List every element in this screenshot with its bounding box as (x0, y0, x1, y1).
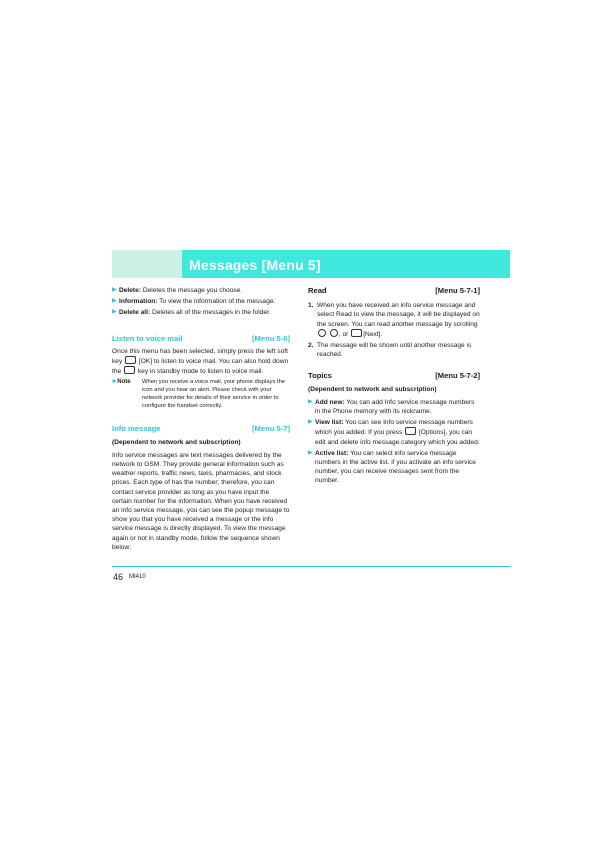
soft-key-icon (405, 427, 416, 435)
section-title: Read (308, 286, 327, 295)
menu-code: [Menu 5-6] (252, 333, 290, 343)
down-nav-key-icon (330, 329, 338, 337)
menu-code: [Menu 5-7-2] (435, 371, 480, 381)
menu-code: [Menu 5-7-1] (435, 286, 480, 295)
page-title: Messages [Menu 5] (189, 257, 321, 273)
menu-code: [Menu 5-7] (252, 424, 290, 434)
list-item: ▶ Add new: You can add Info service message numbers in the Phone memory with its nickname. (308, 398, 475, 416)
info-paragraph: Info service messages are text messages delivered by the network to GSM. They provide general information such as weather reports, traffic news, taxis, pharmacies, and stock prices. Each type of has the number; therefore, you can contact service provider as long as you have input the certain number for the information. When you have received an info service message, you can see the popup message to show you that you have received a message or the info service message is directly displayed. To view the message again or not in standby mode, follow the sequence shown below; (112, 451, 290, 551)
note-label: ■ Note (112, 379, 131, 386)
section-title: Topics (308, 371, 332, 381)
arrow-icon: ▶ (112, 309, 117, 316)
note-text: When you receive a voice mail, your phone displays the icon and you hear an alert. Please check with your network provider for details of their service in order to configure the handset correctly. (142, 379, 286, 410)
arrow-icon: ▶ (308, 449, 313, 456)
right-column (308, 286, 480, 488)
info-subtitle: (Dependent to network and subscription) (112, 438, 241, 446)
arrow-icon: ▶ (112, 298, 117, 305)
left-column (112, 286, 290, 554)
note-block (112, 378, 290, 410)
arrow-icon: ▶ (308, 419, 313, 426)
list-item: ▶ Delete: Deletes the message you choose. (112, 287, 243, 294)
voicemail-heading (112, 334, 290, 343)
page-number: 46 (113, 572, 124, 582)
list-item: 2. The message will be shown until another message is reached. (308, 342, 472, 359)
list-item: 1. When you have received an info service message and select Read to view the message, it will be displayed on the screen. You can read another message by scrolling , or [Next]. (308, 302, 480, 338)
soft-key-icon (125, 356, 136, 364)
up-nav-key-icon (318, 329, 326, 337)
header-accent-block (112, 250, 182, 278)
arrow-icon: ▶ (308, 398, 313, 405)
bullet-dot-icon: ■ (112, 379, 116, 386)
arrow-icon: ▶ (112, 287, 117, 293)
list-item: ▶ Delete all: Deletes all of the messages in the folder. (112, 309, 271, 317)
footer-divider (112, 566, 510, 567)
list-item: ▶ Information: To view the information of the message. (112, 298, 276, 306)
section-title: Info message (112, 424, 161, 434)
voicemail-key-icon (124, 366, 135, 374)
section-title: Listen to voice mail (112, 333, 183, 343)
read-heading (308, 286, 480, 295)
model-name: MI410 (129, 574, 146, 580)
list-item: ▶ View list: You can see Info service message numbers which you added. If you press [Options], you can edit and delete info message category which you added. (308, 419, 480, 446)
soft-key-icon (351, 329, 362, 337)
info-heading (112, 424, 290, 433)
list-item: ▶ Active list: You can select info service message numbers in the active list. if you activate an info service number, you can receive messages sent from the number. (308, 449, 476, 485)
voicemail-paragraph: Once this menu has been selected, simply press the left soft key [OK] to listen to voice mail. You can also hold down the key in standby mode to listen to voice mail. (112, 347, 289, 376)
topics-heading (308, 371, 480, 380)
topics-subtitle: (Dependent to network and subscription) (308, 385, 437, 393)
